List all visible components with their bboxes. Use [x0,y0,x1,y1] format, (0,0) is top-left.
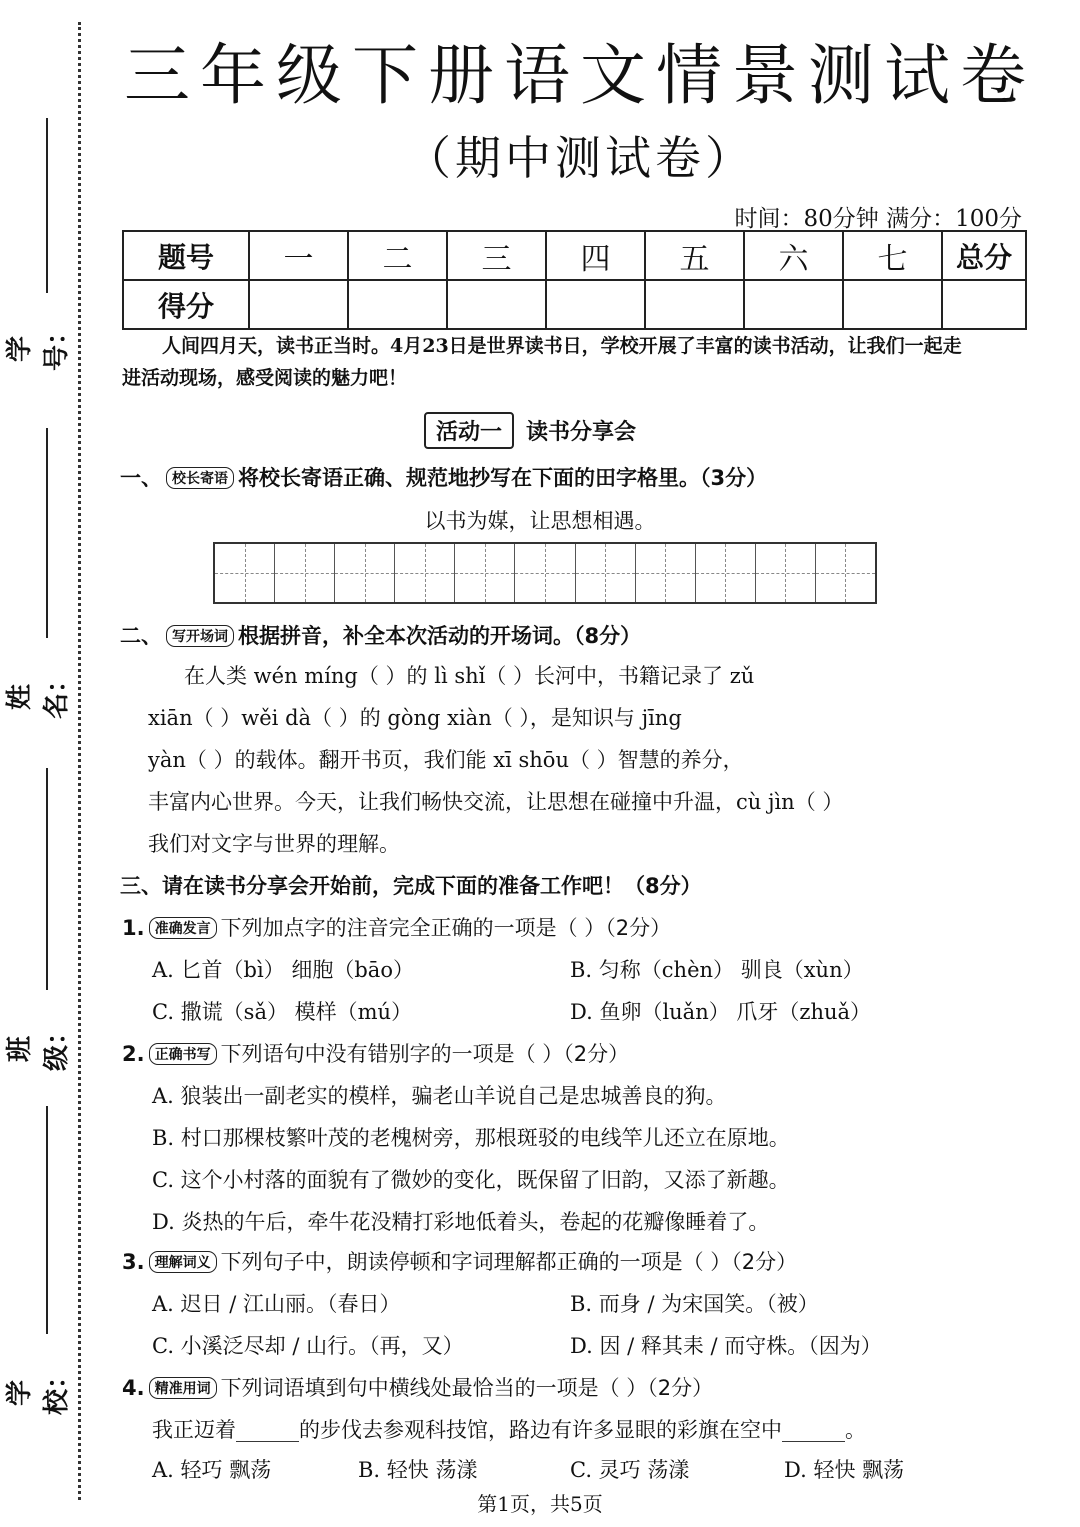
subquestion-text: 下列加点字的注音完全正确的一项是（ ）（2分） [220,916,672,940]
table-header-cell: 五 [645,231,744,280]
question-1 [120,462,767,492]
option-d[interactable]: D. 因 / 释其耒 / 而守株。（因为） [570,1334,882,1358]
grid-cell[interactable] [275,544,335,602]
grid-cell[interactable] [335,544,395,602]
score-cell[interactable] [942,280,1026,329]
subquestion-number: 4. [122,1376,145,1400]
table-header-cell: 六 [744,231,843,280]
score-cell[interactable] [249,280,348,329]
score-table-score-row [123,280,1026,329]
score-table [122,230,1027,330]
school-fill-line[interactable] [46,1106,48,1334]
question-tag: 精准用词 [149,1377,217,1399]
question-number: 一、 [120,466,162,490]
table-header-cell: 二 [348,231,447,280]
fill-sentence: 我正迈着______的步伐去参观科技馆，路边有许多显眼的彩旗在空中______。 [152,1418,866,1442]
side-label-student-id: 学号： [5,318,72,371]
option-b[interactable]: B. 匀称（chèn） 驯良（xùn） [570,958,864,982]
pinyin-line: 丰富内心世界。今天，让我们畅快交流，让思想在碰撞中升温，cù jìn（ ） [148,790,844,814]
subquestion-4 [122,1372,713,1402]
grid-cell[interactable] [636,544,696,602]
subquestion-1 [122,912,671,942]
pinyin-line: 在人类 wén míng（ ）的 lì shǐ（ ）长河中，书籍记录了 zǔ [184,664,755,688]
question-3 [120,870,702,900]
binding-dotted-line [78,22,81,1500]
table-header-cell: 总分 [942,231,1026,280]
grid-cell[interactable] [455,544,515,602]
score-cell[interactable] [843,280,942,329]
intro-paragraph: 人间四月天，读书正当时。4月23日是世界读书日，学校开展了丰富的读书活动，让我们一起走进活动现场，感受阅读的魅力吧！ [122,335,962,389]
subquestion-number: 3. [122,1250,145,1274]
pinyin-line: xiān（ ）wěi dà（ ）的 gòng xiàn（ ），是知识与 jīng [148,706,682,730]
score-cell[interactable] [546,280,645,329]
question-2 [120,620,641,650]
table-header-cell: 七 [843,231,942,280]
subquestion-number: 1. [122,916,145,940]
option-c[interactable]: C. 灵巧 荡漾 [570,1458,690,1482]
student-id-fill-line[interactable] [46,118,48,293]
option-a[interactable]: A. 轻巧 飘荡 [152,1458,272,1482]
option-b[interactable]: B. 村口那棵枝繁叶茂的老槐树旁，那根斑驳的电线竿儿还立在原地。 [152,1126,790,1150]
subquestion-3 [122,1246,797,1276]
pinyin-line: yàn（ ）的载体。翻开书页，我们能 xī shōu（ ）智慧的养分， [148,748,744,772]
score-cell[interactable] [645,280,744,329]
subquestion-number: 2. [122,1042,145,1066]
score-row-label: 得分 [123,280,249,329]
question-text: 根据拼音，补全本次活动的开场词。（8分） [238,624,642,648]
subquestion-text: 下列句子中，朗读停顿和字词理解都正确的一项是（ ）（2分） [220,1250,798,1274]
option-a[interactable]: A. 匕首（bì） 细胞（bāo） [152,958,414,982]
question-number: 三、 [120,874,162,898]
grid-cell[interactable] [215,544,275,602]
option-b[interactable]: B. 轻快 荡漾 [358,1458,478,1482]
page-footer: 第1页，共5页 [477,1492,603,1516]
option-d[interactable]: D. 轻快 飘荡 [784,1458,905,1482]
table-header-cell: 四 [546,231,645,280]
option-a[interactable]: A. 狼装出一副老实的模样，骗老山羊说自己是忠城善良的狗。 [152,1084,727,1108]
option-a[interactable]: A. 迟日 / 江山丽。（春日） [152,1292,401,1316]
option-b[interactable]: B. 而身 / 为宋国笑。（被） [570,1292,819,1316]
grid-cell[interactable] [576,544,636,602]
grid-cell[interactable] [395,544,455,602]
activity-tag: 活动一 [424,412,514,449]
grid-cell[interactable] [756,544,816,602]
page-subtitle: （期中测试卷） [405,131,755,185]
table-header-cell: 三 [447,231,546,280]
pinyin-line: 我们对文字与世界的理解。 [148,832,400,856]
question-text: 请在读书分享会开始前，完成下面的准备工作吧！（8分） [162,874,702,898]
question-tag: 正确书写 [149,1043,217,1065]
score-cell[interactable] [348,280,447,329]
activity-title: 读书分享会 [526,420,637,445]
score-table-header-row [123,231,1026,280]
option-c[interactable]: C. 撒谎（sǎ） 模样（mú） [152,1000,413,1024]
subquestion-text: 下列语句中没有错别字的一项是（ ）（2分） [220,1042,630,1066]
time-info: 时间：80分钟 满分：100分 [734,206,1022,232]
subquestion-2 [122,1038,629,1068]
score-cell[interactable] [744,280,843,329]
option-d[interactable]: D. 炎热的午后，牵牛花没精打彩地低着头，卷起的花瓣像睡着了。 [152,1210,770,1234]
activity-heading [424,412,636,449]
question-text: 将校长寄语正确、规范地抄写在下面的田字格里。（3分） [238,466,768,490]
option-c[interactable]: C. 小溪泛尽却 / 山行。（再，又） [152,1334,464,1358]
option-d[interactable]: D. 鱼卵（luǎn） 爪牙（zhuǎ） [570,1000,872,1024]
option-c[interactable]: C. 这个小村落的面貌有了微妙的变化，既保留了旧韵，又添了新趣。 [152,1168,790,1192]
principal-motto: 以书为媒，让思想相遇。 [424,509,656,533]
class-fill-line[interactable] [46,768,48,990]
grid-cell[interactable] [515,544,575,602]
question-number: 二、 [120,624,162,648]
side-label-class: 班级： [5,1018,72,1071]
grid-cell[interactable] [696,544,756,602]
question-tag: 准确发言 [149,917,217,939]
side-label-name: 姓名： [5,666,72,719]
question-tag: 写开场词 [166,625,234,647]
grid-cell[interactable] [816,544,875,602]
page-title: 三年级下册语文情景测试卷 [124,37,1036,114]
tianzi-grid[interactable] [213,542,877,604]
subquestion-text: 下列词语填到句中横线处最恰当的一项是（ ）（2分） [220,1376,714,1400]
table-header-cell: 题号 [123,231,249,280]
question-tag: 校长寄语 [166,467,234,489]
question-tag: 理解词义 [149,1251,217,1273]
table-header-cell: 一 [249,231,348,280]
side-label-school: 学校： [5,1362,72,1415]
score-cell[interactable] [447,280,546,329]
